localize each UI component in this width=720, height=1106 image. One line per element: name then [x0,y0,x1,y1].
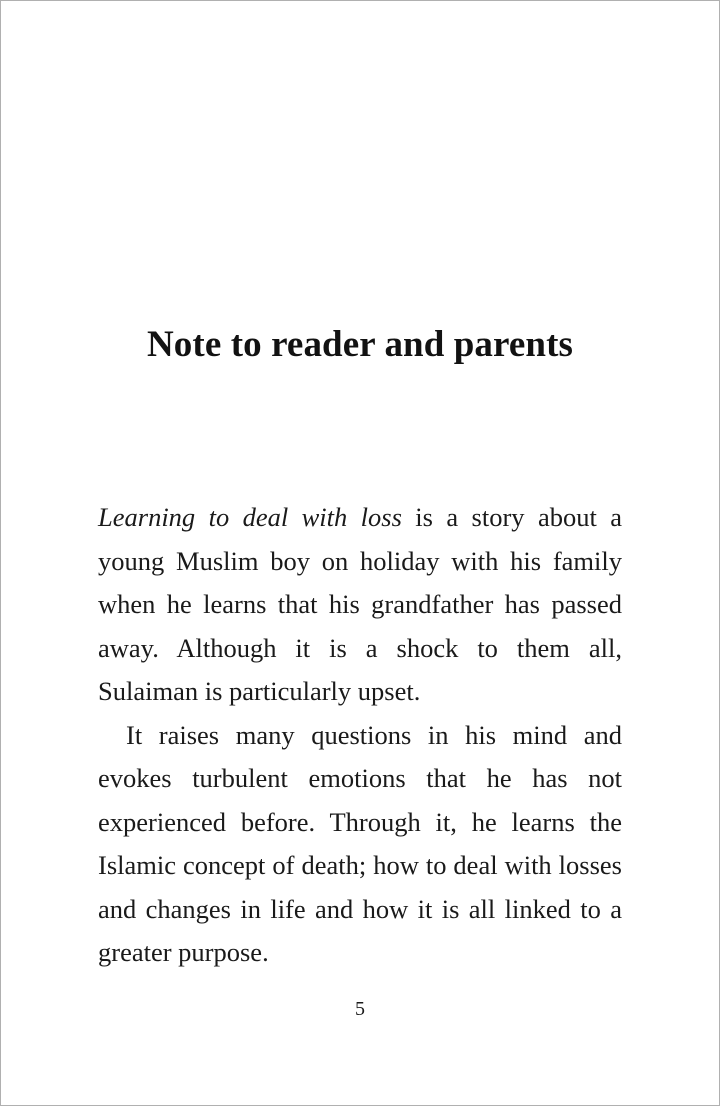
page-number: 5 [355,998,365,1020]
body-text-block [98,496,622,975]
paragraph-first-rest: is a story about a young Muslim boy on holiday with his family when he learns that his grandfather has passed away. Although it is a shock to them all, Sulaiman is particularly upset. [98,502,622,706]
book-title-italic: Learning to deal with loss [98,502,402,532]
paragraph-first [98,496,622,714]
paragraph-second: It raises many questions in his mind and evokes turbulent emotions that he has not experienced before. Through it, he learns the Islamic concept of death; how to deal with losses and changes in life and how it is all linked to a greater purpose. [98,719,622,967]
page-title: Note to reader and parents [146,324,574,365]
page-content-column [98,1,622,1105]
